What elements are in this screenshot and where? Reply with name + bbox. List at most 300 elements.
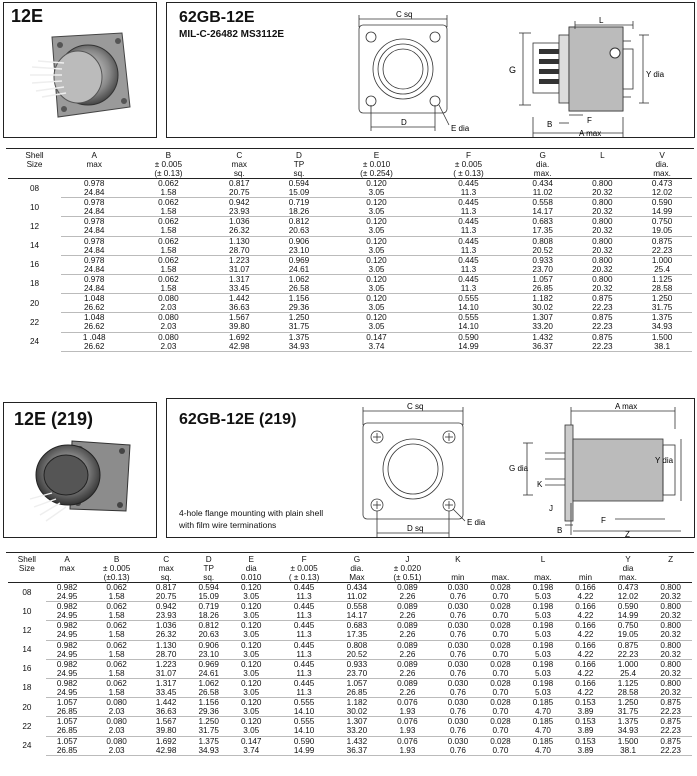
metric-value-cell: 0.70	[479, 726, 522, 736]
metric-value-cell: 4.22	[564, 592, 607, 602]
column-header-line: D	[205, 555, 212, 564]
metric-value-cell: 3.05	[230, 669, 273, 679]
metric-value-cell: 36.37	[336, 746, 379, 756]
imperial-value-cell: 1.375	[651, 313, 673, 323]
metric-value-cell: 31.75	[632, 303, 692, 313]
metric-value-cell: 14.99	[607, 611, 650, 621]
imperial-value-cell: 0.594	[288, 179, 310, 188]
imperial-value-cell: 0.062	[158, 255, 179, 265]
metric-value-cell: 11.3	[424, 226, 513, 236]
table-row-metric	[8, 669, 692, 679]
imperial-value-cell: 0.062	[158, 198, 179, 208]
metric-value-cell: 1.58	[127, 226, 209, 236]
metric-value-cell: 11.3	[273, 592, 336, 602]
metric-value-cell: 1.58	[127, 265, 209, 275]
column-header	[61, 151, 127, 179]
column-header-line: C	[236, 151, 243, 160]
metric-value-cell: 24.84	[61, 265, 127, 275]
imperial-value-cell: 0.982	[56, 659, 78, 669]
column-header-line: dia	[245, 564, 257, 573]
imperial-value-cell: 0.062	[106, 583, 127, 592]
metric-value-cell: 20.32	[573, 188, 633, 198]
label-z-219: Z	[625, 530, 630, 539]
imperial-value-cell: 0.875	[617, 640, 639, 650]
metric-value-cell: 20.32	[649, 650, 692, 660]
imperial-value-cell: 0.030	[447, 640, 469, 650]
metric-value-cell: 11.3	[273, 630, 336, 640]
metric-value-cell: 0.76	[437, 688, 480, 698]
imperial-value-cell: 0.028	[490, 736, 511, 746]
imperial-value-cell: 0.062	[158, 217, 179, 227]
imperial-value-cell: 0.933	[532, 255, 553, 265]
imperial-value-cell: 0.558	[346, 602, 368, 612]
imperial-value-cell: 0.445	[458, 236, 479, 246]
metric-value-cell: 11.3	[424, 188, 513, 198]
part-title-219: 62GB-12E (219)	[179, 411, 297, 428]
table-row-metric	[8, 342, 692, 352]
imperial-value-cell: 0.028	[490, 698, 511, 708]
imperial-value-cell: 0.473	[617, 583, 639, 592]
metric-value-cell: 24.95	[46, 611, 89, 621]
column-header-line: E	[373, 151, 380, 160]
imperial-value-cell: 0.166	[575, 659, 596, 669]
metric-value-cell: 5.03	[522, 611, 565, 621]
imperial-value-cell: 1.250	[288, 313, 310, 323]
imperial-value-cell: 0.028	[490, 621, 511, 631]
table-row	[8, 659, 692, 669]
imperial-value-cell: 0.166	[575, 583, 596, 592]
metric-value-cell: 5.03	[522, 592, 565, 602]
column-header-line	[573, 169, 633, 178]
imperial-value-cell: 0.030	[447, 621, 469, 631]
imperial-value-cell: 0.875	[660, 717, 681, 727]
metric-value-cell: 4.70	[522, 746, 565, 756]
imperial-value-cell: 0.089	[397, 583, 418, 592]
metric-value-cell: 0.76	[437, 726, 480, 736]
column-header	[273, 555, 336, 583]
table-row	[8, 332, 692, 342]
column-header-line: G	[353, 555, 361, 564]
metric-value-cell: 3.05	[230, 688, 273, 698]
table-row	[8, 255, 692, 265]
metric-value-cell: 3.05	[230, 650, 273, 660]
imperial-value-cell: 1.036	[229, 217, 250, 227]
metric-value-cell: 31.75	[269, 322, 329, 332]
metric-value-cell: 0.70	[479, 746, 522, 756]
shell-size-cell: 14	[22, 645, 32, 655]
label-l: L	[599, 16, 604, 25]
metric-value-cell: 31.75	[607, 707, 650, 717]
imperial-value-cell: 0.089	[397, 640, 418, 650]
label-y-dia: Y dia	[646, 70, 665, 79]
metric-value-cell: 20.32	[649, 630, 692, 640]
imperial-value-cell: 0.089	[397, 678, 418, 688]
column-header	[209, 151, 269, 179]
imperial-value-cell: 0.800	[592, 255, 613, 265]
metric-value-cell: 24.61	[269, 265, 329, 275]
imperial-value-cell: 0.875	[651, 236, 673, 246]
metric-value-cell: 20.52	[336, 650, 379, 660]
imperial-value-cell: 1.130	[229, 236, 250, 246]
metric-value-cell: 0.70	[479, 630, 522, 640]
column-header-line: F	[465, 151, 471, 160]
metric-value-cell: 4.22	[564, 669, 607, 679]
metric-value-cell: 1.58	[127, 246, 209, 256]
imperial-value-cell: 1.057	[56, 698, 78, 708]
column-header-line	[8, 573, 46, 582]
metric-value-cell: 0.70	[479, 669, 522, 679]
metric-value-cell: 1.93	[378, 746, 436, 756]
metric-value-cell: 4.22	[564, 611, 607, 621]
imperial-value-cell: 0.062	[158, 236, 179, 246]
metric-value-cell: 3.05	[329, 284, 424, 294]
metric-value-cell: 38.1	[632, 342, 692, 352]
metric-value-cell: 24.95	[46, 630, 89, 640]
imperial-value-cell: 1.307	[532, 313, 553, 323]
metric-value-cell: 2.03	[88, 726, 145, 736]
table-row	[8, 717, 692, 727]
metric-value-cell: 22.23	[573, 322, 633, 332]
imperial-value-cell: 0.445	[293, 602, 315, 612]
metric-value-cell: 23.10	[269, 246, 329, 256]
metric-value-cell: 12.02	[632, 188, 692, 198]
imperial-value-cell: 0.875	[660, 736, 681, 746]
imperial-value-cell: 0.062	[158, 274, 179, 284]
imperial-value-cell: 0.080	[106, 698, 127, 708]
metric-value-cell: 1.93	[378, 726, 436, 736]
metric-value-cell: 4.22	[564, 630, 607, 640]
metric-value-cell: 20.32	[649, 669, 692, 679]
imperial-value-cell: 0.875	[660, 698, 681, 708]
metric-value-cell: 1.58	[88, 669, 145, 679]
metric-value-cell: 1.58	[88, 650, 145, 660]
column-header-line	[649, 564, 692, 573]
metric-value-cell: 14.17	[336, 611, 379, 621]
imperial-value-cell: 0.198	[532, 678, 554, 688]
column-header-line: ± 0.005	[154, 160, 183, 169]
metric-value-cell: 24.95	[46, 650, 89, 660]
metric-value-cell: 22.23	[632, 246, 692, 256]
imperial-value-cell: 0.198	[532, 583, 554, 592]
column-header-line: dia	[622, 564, 634, 573]
metric-value-cell: 2.03	[88, 707, 145, 717]
label-f: F	[587, 116, 592, 125]
imperial-value-cell: 1.223	[229, 255, 250, 265]
metric-value-cell: 22.23	[649, 726, 692, 736]
imperial-value-cell: 0.030	[447, 583, 469, 592]
imperial-value-cell: 0.120	[240, 602, 262, 612]
imperial-value-cell: 0.062	[106, 621, 127, 631]
table-row-metric	[8, 726, 692, 736]
shell-size-cell: 08	[29, 183, 40, 193]
metric-value-cell: 3.05	[329, 303, 424, 313]
column-header-line: Max	[349, 573, 365, 582]
imperial-value-cell: 0.978	[83, 236, 105, 246]
table-row-metric	[8, 188, 692, 198]
imperial-value-cell: 0.719	[198, 602, 219, 612]
metric-value-cell: 3.05	[329, 322, 424, 332]
column-header-line	[8, 169, 61, 178]
column-header-line: Shell	[25, 151, 44, 160]
imperial-value-cell: 0.028	[490, 602, 511, 612]
metric-value-cell: 12.02	[607, 592, 650, 602]
imperial-value-cell: 0.166	[575, 621, 596, 631]
metric-value-cell: 24.84	[61, 188, 127, 198]
metric-value-cell: 0.76	[437, 669, 480, 679]
metric-value-cell: 11.3	[424, 207, 513, 217]
series-title: 12E	[11, 6, 44, 26]
imperial-value-cell: 0.166	[575, 602, 596, 612]
table-row	[8, 217, 692, 227]
imperial-value-cell: 0.982	[56, 583, 78, 592]
shell-size-cell: 18	[29, 279, 40, 289]
imperial-value-cell: 0.817	[229, 179, 250, 188]
metric-value-cell: 25.4	[632, 265, 692, 275]
metric-value-cell: 31.07	[209, 265, 269, 275]
imperial-value-cell: 1.432	[532, 332, 553, 342]
column-header-line: TP	[293, 160, 305, 169]
metric-value-cell: 26.85	[46, 707, 89, 717]
metric-value-cell: 28.70	[209, 246, 269, 256]
metric-value-cell: 31.07	[145, 669, 188, 679]
metric-value-cell: 0.76	[437, 650, 480, 660]
metric-value-cell: 3.05	[230, 611, 273, 621]
imperial-value-cell: 1.057	[56, 717, 78, 727]
metric-value-cell: 4.22	[564, 650, 607, 660]
imperial-value-cell: 0.800	[660, 621, 681, 631]
imperial-value-cell: 0.166	[575, 640, 596, 650]
shell-size-cell: 08	[22, 587, 32, 597]
metric-value-cell: 0.76	[437, 707, 480, 717]
imperial-value-cell: 0.445	[293, 678, 315, 688]
metric-value-cell: 42.98	[209, 342, 269, 352]
column-header-line: max.	[533, 169, 552, 178]
shell-size-cell: 24	[29, 337, 40, 347]
imperial-value-cell: 1.156	[198, 698, 219, 708]
column-header-line: B	[113, 555, 120, 564]
imperial-value-cell: 1.442	[155, 698, 177, 708]
metric-value-cell: 0.70	[479, 707, 522, 717]
column-header-line: K	[455, 555, 461, 564]
table-row	[8, 602, 692, 612]
metric-value-cell: 14.17	[513, 207, 573, 217]
column-header	[46, 555, 89, 583]
column-header-line: (± 0.51)	[393, 573, 422, 582]
imperial-value-cell: 1.000	[617, 659, 639, 669]
imperial-value-cell: 1.125	[651, 274, 673, 284]
label-y-dia-219: Y dia	[655, 456, 674, 465]
imperial-value-cell: 0.800	[592, 217, 613, 227]
metric-value-cell: 0.76	[437, 611, 480, 621]
imperial-value-cell: 0.153	[575, 717, 596, 727]
column-header-line: dia.	[655, 160, 669, 169]
imperial-value-cell: 1.375	[617, 717, 639, 727]
metric-value-cell: 24.84	[61, 284, 127, 294]
metric-value-cell: 24.84	[61, 207, 127, 217]
imperial-value-cell: 0.120	[366, 217, 387, 227]
column-header	[269, 151, 329, 179]
column-header	[230, 555, 273, 583]
metric-value-cell: 24.95	[46, 669, 89, 679]
imperial-value-cell: 0.875	[592, 332, 613, 342]
column-header-line: ± 0.020	[393, 564, 422, 573]
metric-value-cell: 23.93	[209, 207, 269, 217]
table-row-metric	[8, 303, 692, 313]
column-header-line: sq.	[233, 169, 245, 178]
imperial-value-cell: 0.555	[293, 698, 315, 708]
metric-value-cell: 3.05	[230, 707, 273, 717]
imperial-value-cell: 0.875	[592, 294, 613, 304]
column-header-line: Shell	[17, 555, 36, 564]
metric-value-cell: 1.58	[127, 284, 209, 294]
imperial-value-cell: 0.683	[532, 217, 553, 227]
imperial-value-cell: 0.719	[288, 198, 310, 208]
table-row	[8, 583, 692, 593]
imperial-value-cell: 0.800	[660, 659, 681, 669]
metric-value-cell: 26.58	[187, 688, 230, 698]
imperial-value-cell: 1.442	[229, 294, 250, 304]
metric-value-cell: 14.10	[273, 726, 336, 736]
column-header	[607, 555, 650, 583]
column-header-line: A	[64, 555, 70, 564]
metric-value-cell: 26.85	[513, 284, 573, 294]
imperial-value-cell: 0.750	[651, 217, 673, 227]
shell-size-cell: 24	[22, 741, 32, 751]
imperial-value-cell: 0.030	[447, 678, 469, 688]
dimension-table-12e	[8, 151, 692, 352]
imperial-value-cell: 0.445	[293, 640, 315, 650]
imperial-value-cell: 0.120	[366, 179, 387, 188]
imperial-value-cell: 0.153	[575, 698, 596, 708]
imperial-value-cell: 1.567	[155, 717, 177, 727]
connector-photo	[22, 27, 142, 127]
imperial-value-cell: 0.030	[447, 659, 469, 669]
metric-value-cell: 38.1	[607, 746, 650, 756]
imperial-value-cell: 0.906	[288, 236, 310, 246]
imperial-value-cell: 0.080	[158, 294, 179, 304]
metric-value-cell: 28.70	[145, 650, 188, 660]
imperial-value-cell: 0.445	[458, 274, 479, 284]
column-header	[564, 555, 607, 583]
column-header-line: C	[163, 555, 170, 564]
imperial-value-cell: 0.120	[366, 236, 387, 246]
column-header-line: L	[600, 151, 605, 160]
metric-value-cell: 2.26	[378, 688, 436, 698]
metric-value-cell: 11.3	[424, 284, 513, 294]
table-row-metric	[8, 707, 692, 717]
shell-size-cell: 22	[29, 317, 40, 327]
imperial-value-cell: 0.185	[532, 736, 554, 746]
metric-value-cell: 14.99	[424, 342, 513, 352]
note-line-1: 4-hole flange mounting with plain shell	[179, 508, 324, 518]
column-header-line: dia.	[536, 160, 550, 169]
imperial-value-cell: 0.942	[155, 602, 177, 612]
imperial-value-cell: 0.076	[397, 717, 418, 727]
column-header-line	[479, 564, 522, 573]
imperial-value-cell: 0.800	[660, 678, 681, 688]
column-header	[145, 555, 188, 583]
metric-value-cell: 22.23	[649, 707, 692, 717]
imperial-value-cell: 0.147	[366, 332, 387, 342]
imperial-value-cell: 0.062	[106, 640, 127, 650]
side-view-drawing	[503, 5, 673, 137]
shell-size-cell: 10	[22, 606, 32, 616]
metric-value-cell: 4.70	[522, 707, 565, 717]
column-header-line	[479, 555, 522, 564]
table-row	[8, 198, 692, 208]
metric-value-cell: 2.03	[127, 342, 209, 352]
imperial-value-cell: 0.120	[366, 198, 387, 208]
imperial-value-cell: 1.125	[617, 678, 639, 688]
dimension-table-12e-219	[8, 555, 692, 756]
metric-value-cell: 33.20	[336, 726, 379, 736]
imperial-value-cell: 0.120	[240, 717, 262, 727]
imperial-value-cell: 0.445	[458, 198, 479, 208]
imperial-value-cell: 0.800	[660, 583, 681, 592]
metric-value-cell: 3.05	[329, 188, 424, 198]
imperial-value-cell: 0.978	[83, 198, 105, 208]
metric-value-cell: 3.89	[564, 726, 607, 736]
metric-value-cell: 0.70	[479, 592, 522, 602]
imperial-value-cell: 1.130	[155, 640, 177, 650]
metric-value-cell: 36.37	[513, 342, 573, 352]
metric-value-cell: 3.05	[230, 630, 273, 640]
column-header-line: max	[158, 564, 174, 573]
imperial-value-cell: 0.555	[458, 313, 479, 323]
metric-value-cell: 15.09	[187, 592, 230, 602]
metric-value-cell: 14.10	[424, 322, 513, 332]
column-header	[378, 555, 436, 583]
metric-value-cell: 0.70	[479, 688, 522, 698]
metric-value-cell: 19.05	[632, 226, 692, 236]
imperial-value-cell: 0.120	[366, 255, 387, 265]
imperial-value-cell: 0.080	[106, 717, 127, 727]
metric-value-cell: 20.52	[513, 246, 573, 256]
imperial-value-cell: 1.036	[155, 621, 177, 631]
front-view-drawing-219	[353, 399, 503, 539]
imperial-value-cell: 0.800	[592, 198, 613, 208]
metric-value-cell: 36.63	[145, 707, 188, 717]
metric-value-cell: 11.02	[513, 188, 573, 198]
label-a-max-219: A max	[615, 402, 638, 411]
metric-value-cell: 20.63	[269, 226, 329, 236]
metric-value-cell: 33.45	[145, 688, 188, 698]
imperial-value-cell: 0.120	[240, 583, 262, 592]
imperial-value-cell: 0.028	[490, 583, 511, 592]
label-a-max: A max	[579, 129, 602, 137]
metric-value-cell: 30.02	[513, 303, 573, 313]
imperial-value-cell: 1.500	[617, 736, 639, 746]
metric-value-cell: 1.58	[88, 630, 145, 640]
imperial-value-cell: 1.000	[651, 255, 673, 265]
metric-value-cell: 11.02	[336, 592, 379, 602]
metric-value-cell: 36.63	[209, 303, 269, 313]
imperial-value-cell: 1.375	[288, 332, 310, 342]
metric-value-cell: 26.62	[61, 322, 127, 332]
imperial-value-cell: 0.445	[293, 659, 315, 669]
metric-value-cell: 20.75	[209, 188, 269, 198]
shell-size-cell: 16	[22, 664, 32, 674]
imperial-value-cell: 0.062	[106, 602, 127, 612]
metric-value-cell: 26.62	[61, 303, 127, 313]
column-header-line: 0.010	[240, 573, 262, 582]
metric-value-cell: 17.35	[336, 630, 379, 640]
metric-value-cell: 3.05	[329, 207, 424, 217]
column-header-line	[46, 573, 89, 582]
column-header-line	[573, 160, 633, 169]
column-header-line: TP	[203, 564, 214, 573]
column-header-line: ( ± 0.13)	[453, 169, 484, 178]
